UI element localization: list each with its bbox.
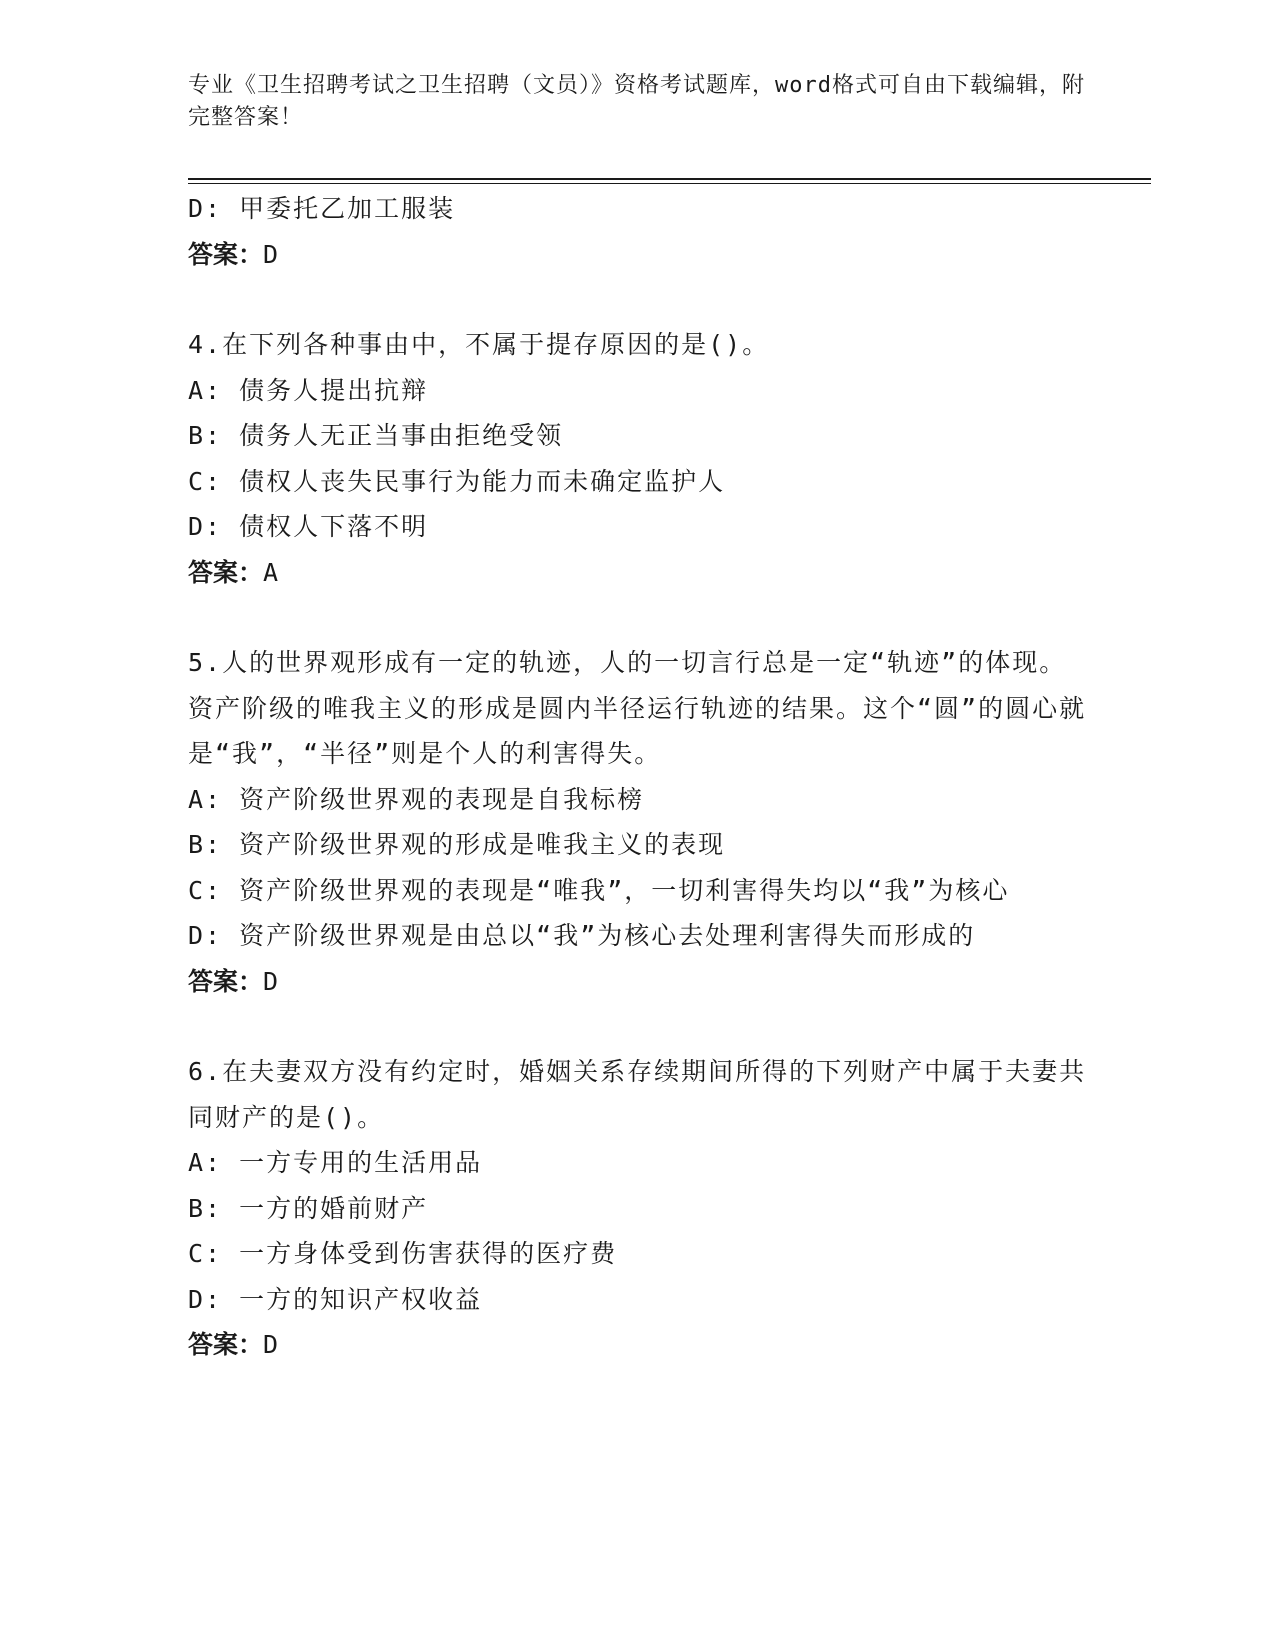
option-b: B: 一方的婚前财产	[188, 1193, 429, 1223]
option-b: B: 债务人无正当事由拒绝受领	[188, 421, 564, 450]
option-d: D: 甲委托乙加工服装	[188, 194, 456, 223]
answer-label: 答案：	[188, 966, 264, 996]
question-5	[188, 640, 1088, 1004]
option-d: D: 一方的知识产权收益	[188, 1284, 483, 1314]
question-3-tail	[188, 186, 1088, 277]
option-c: C: 资产阶级世界观的表现是“唯我”，一切利害得失均以“我”为核心	[188, 875, 1010, 905]
option-d: D: 资产阶级世界观是由总以“我”为核心去处理利害得失而形成的	[188, 921, 976, 950]
answer-line	[188, 959, 1088, 1005]
document-body	[188, 186, 1088, 1368]
option-a: A: 债务人提出抗辩	[188, 375, 429, 405]
answer-label: 答案：	[188, 1330, 264, 1359]
answer-value: D	[263, 239, 279, 269]
answer-line	[188, 550, 1088, 596]
question-text: 5.人的世界观形成有一定的轨迹，人的一切言行总是一定“轨迹”的体现。资产阶级的唯我主义的形成是圆内半径运行轨迹的结果。这个“圆”的圆心就是“我”，“半径”则是个人的利害得失。	[188, 648, 1087, 768]
answer-value: A	[263, 557, 279, 587]
question-text: 4.在下列各种事由中，不属于提存原因的是()。	[188, 330, 770, 359]
header-divider-thin	[188, 183, 1151, 184]
question-4	[188, 322, 1088, 595]
question-6	[188, 1049, 1088, 1368]
answer-value: D	[263, 966, 279, 996]
option-b: B: 资产阶级世界观的形成是唯我主义的表现	[188, 830, 726, 859]
answer-label: 答案：	[188, 557, 264, 587]
header-divider	[188, 178, 1151, 180]
option-d: D: 债权人下落不明	[188, 512, 429, 541]
answer-line	[188, 232, 1088, 278]
answer-label: 答案：	[188, 239, 264, 269]
document-header: 专业《卫生招聘考试之卫生招聘（文员）》资格考试题库，word格式可自由下载编辑，附完整答案！	[188, 73, 1085, 130]
option-c: C: 债权人丧失民事行为能力而未确定监护人	[188, 466, 726, 496]
answer-line	[188, 1322, 1088, 1368]
option-a: A: 一方专用的生活用品	[188, 1148, 483, 1177]
answer-value: D	[263, 1330, 279, 1359]
option-a: A: 资产阶级世界观的表现是自我标榜	[188, 784, 645, 814]
option-c: C: 一方身体受到伤害获得的医疗费	[188, 1239, 618, 1268]
question-text: 6.在夫妻双方没有约定时，婚姻关系存续期间所得的下列财产中属于夫妻共同财产的是()。	[188, 1057, 1087, 1132]
